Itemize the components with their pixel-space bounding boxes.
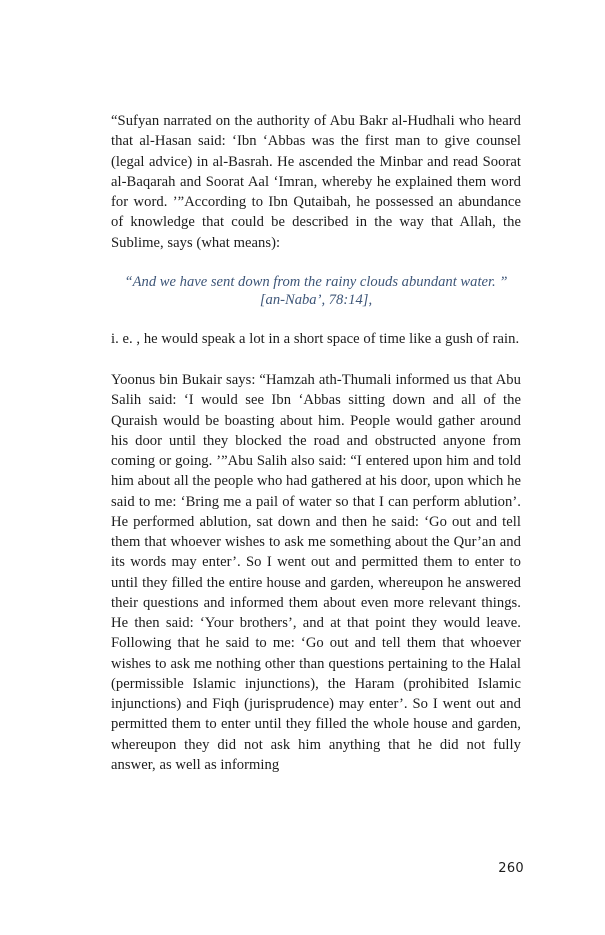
paragraph-explanation: i. e. , he would speak a lot in a short space of time like a gush of rain.: [111, 330, 520, 347]
quran-quote: “And we have sent down from the rainy clouds abundant water. ” [an-Naba’, 78:14],: [124, 273, 508, 308]
page-number: 260: [498, 861, 524, 876]
paragraph-sufyan-narration: “Sufyan narrated on the authority of Abu Bakr al-Hudhali who heard that al-Hasan said: ‘Ibn ‘Abbas was the first man to give counsel (legal advice) in al-Basrah. He ascended the Minbar and read Soorat al-Baqarah and Soorat Aal ‘Imran, whereby he explained them word for word. ’”According to Ibn Qutaibah, he possessed an abundance of knowledge that could be described in the way that Allah, the Sublime, says (what means):: [111, 113, 521, 251]
page-body: [111, 111, 521, 775]
paragraph-yoonus-narration: Yoonus bin Bukair says: “Hamzah ath-Thumali informed us that Abu Salih said: ‘I would see Ibn ‘Abbas sitting down and all of the Quraish would be boasting about him. People would gather around his door until they blocked the road and obstructed anyone from coming or going. ’”Abu Salih also said: “I entered upon him and told him about all the people who had gathered at his door, upon which he said to me: ‘Bring me a pail of water so that I can perform ablution’. He performed ablution, sat down and then he said: ‘Go out and tell them that whoever wishes to ask me something about the Qur’an and its words may enter’. So I went out and permitted them to enter to until they filled the entire house and garden, whereupon he answered their questions and informed them about even more relevant things. He then said: ‘Your brothers’, and at that point they would leave. Following that he said to me: ‘Go out and tell them that whoever wishes to ask me nothing other than questions pertaining to the Halal (permissible Islamic injunctions), the Haram (prohibited Islamic injunctions) and Fiqh (jurisprudence) may enter’. So I went out and permitted them to enter until they filled the whole house and garden, whereupon they did not ask him anything that he did not fully answer, as well as informing: [111, 372, 521, 773]
